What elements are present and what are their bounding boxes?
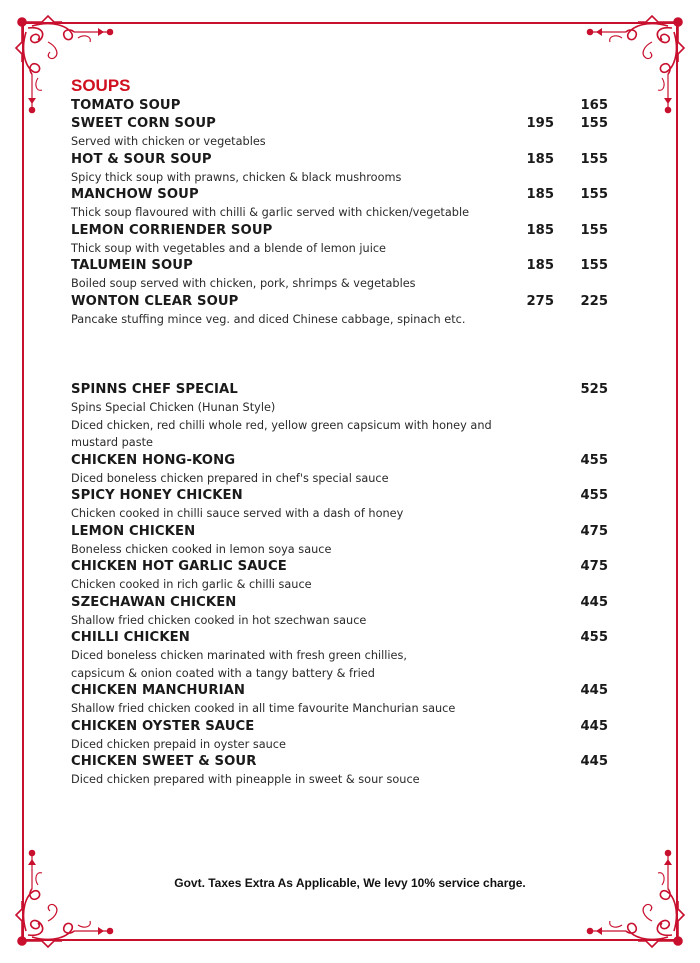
menu-item-price-small: 185 [526, 258, 554, 273]
menu-item-name: WONTON CLEAR SOUP [71, 293, 239, 309]
menu-item [71, 523, 611, 559]
menu-item [71, 558, 611, 594]
menu-item-description: Diced chicken prepaid in oyster sauce [71, 737, 286, 751]
menu-item-price-small: 185 [526, 187, 554, 202]
footer-note: Govt. Taxes Extra As Applicable, We levy 10% service charge. [174, 876, 526, 890]
menu-item-row [71, 151, 611, 169]
chicken-list [71, 381, 611, 789]
menu-item-description: Shallow fried chicken cooked in all time favourite Manchurian sauce [71, 702, 456, 715]
menu-item-price: 455 [580, 630, 608, 645]
menu-item-row [71, 629, 611, 647]
menu-item-price: 155 [580, 151, 608, 167]
menu-item [71, 452, 611, 488]
menu-item-row [71, 257, 611, 275]
menu-item [71, 257, 611, 293]
menu-item-row [71, 558, 611, 576]
menu-item-name: CHICKEN OYSTER SAUCE [71, 718, 255, 734]
menu-item [71, 186, 611, 222]
menu-item-name: TALUMEIN SOUP [71, 258, 193, 273]
menu-item [71, 682, 611, 718]
menu-item [71, 594, 611, 630]
menu-item [71, 97, 611, 115]
menu-item-description: Shallow fried chicken cooked in hot szechwan sauce [71, 613, 367, 627]
menu-item [71, 718, 611, 754]
menu-item-name: HOT & SOUR SOUP [71, 151, 212, 167]
menu-item-row [71, 381, 611, 399]
menu-item [71, 381, 611, 452]
menu-item-description: Thick soup with vegetables and a blende of lemon juice [71, 241, 386, 255]
menu-item-price: 525 [580, 382, 608, 397]
menu-item-price: 445 [580, 718, 608, 734]
menu-item-name: CHILLI CHICKEN [71, 630, 190, 645]
menu-item-price-small: 195 [526, 116, 554, 131]
menu-item-name: TOMATO SOUP [71, 98, 181, 113]
corner-ornament-bottom-right [578, 841, 688, 951]
menu-item-description: Spicy thick soup with prawns, chicken & black mushrooms [71, 170, 402, 184]
menu-item-price-small: 185 [526, 222, 554, 238]
menu-item-name: CHICKEN HOT GARLIC SAUCE [71, 559, 287, 574]
menu-item-price-small: 275 [526, 293, 554, 309]
menu-item-row [71, 682, 611, 700]
menu-item-description: Pancake stuffing mince veg. and diced Chinese cabbage, spinach etc. [71, 312, 466, 326]
menu-item-name: SPINNS CHEF SPECIAL [71, 382, 238, 397]
menu-item-description: capsicum & onion coated with a tangy battery & fried [71, 666, 375, 680]
menu-item-name: CHICKEN HONG-KONG [71, 452, 236, 468]
menu-item-row [71, 115, 611, 133]
menu-content [71, 75, 611, 789]
menu-item-description: Diced chicken, red chilli whole red, yellow green capsicum with honey and [71, 418, 492, 432]
menu-item-row [71, 718, 611, 736]
menu-item-row [71, 523, 611, 541]
section-spacer [71, 328, 611, 381]
menu-item-row [71, 222, 611, 240]
menu-item-price: 155 [580, 116, 608, 131]
menu-item-description: Spins Special Chicken (Hunan Style) [71, 401, 276, 414]
menu-item-price: 475 [580, 559, 608, 574]
menu-item-description: Diced boneless chicken marinated with fresh green chillies, [71, 649, 407, 662]
menu-item-row [71, 293, 611, 311]
menu-item-description: Chicken cooked in chilli sauce served with a dash of honey [71, 507, 404, 520]
menu-item [71, 115, 611, 151]
menu-item-description: Diced boneless chicken prepared in chef's special sauce [71, 471, 389, 485]
menu-item [71, 151, 611, 187]
menu-item-price: 455 [580, 488, 608, 503]
menu-item-name: SPICY HONEY CHICKEN [71, 488, 243, 503]
menu-item-row [71, 452, 611, 470]
menu-item-description: mustard paste [71, 436, 153, 449]
menu-item-price: 225 [580, 293, 608, 309]
menu-item-price: 445 [580, 683, 608, 698]
menu-item-price: 155 [580, 187, 608, 202]
menu-item-price: 155 [580, 258, 608, 273]
menu-item-row [71, 186, 611, 204]
menu-item-name: SZECHAWAN CHICKEN [71, 594, 237, 610]
menu-item-name: CHICKEN SWEET & SOUR [71, 754, 257, 769]
menu-item-name: LEMON CORRIENDER SOUP [71, 222, 273, 238]
menu-item [71, 629, 611, 682]
menu-item [71, 222, 611, 258]
menu-item-price: 165 [580, 98, 608, 113]
corner-ornament-bottom-left [12, 841, 122, 951]
menu-item-row [71, 97, 611, 115]
menu-item-name: SWEET CORN SOUP [71, 116, 216, 131]
menu-item-price: 475 [580, 523, 608, 539]
section-title-soups: SOUPS [71, 76, 131, 95]
menu-item [71, 487, 611, 523]
menu-item [71, 293, 611, 329]
menu-item-description: Chicken cooked in rich garlic & chilli sauce [71, 578, 312, 591]
menu-item-description: Served with chicken or vegetables [71, 135, 266, 148]
menu-item-description: Diced chicken prepared with pineapple in sweet & sour souce [71, 773, 420, 786]
menu-item-price: 445 [580, 754, 608, 769]
menu-item-description: Boiled soup served with chicken, pork, shrimps & vegetables [71, 277, 416, 290]
menu-item-description: Boneless chicken cooked in lemon soya sauce [71, 542, 332, 556]
menu-item-name: CHICKEN MANCHURIAN [71, 683, 246, 698]
soups-list [71, 97, 611, 328]
menu-item-price: 455 [580, 452, 608, 468]
menu-item-description: Thick soup flavoured with chilli & garlic served with chicken/vegetable [71, 206, 470, 219]
menu-item-row [71, 487, 611, 505]
menu-item-price: 445 [580, 594, 608, 610]
menu-item-row [71, 594, 611, 612]
menu-item-price-small: 185 [526, 151, 554, 167]
menu-item-row [71, 753, 611, 771]
menu-item [71, 753, 611, 789]
menu-item-name: LEMON CHICKEN [71, 523, 196, 539]
menu-item-name: MANCHOW SOUP [71, 187, 199, 202]
menu-item-price: 155 [580, 222, 608, 238]
